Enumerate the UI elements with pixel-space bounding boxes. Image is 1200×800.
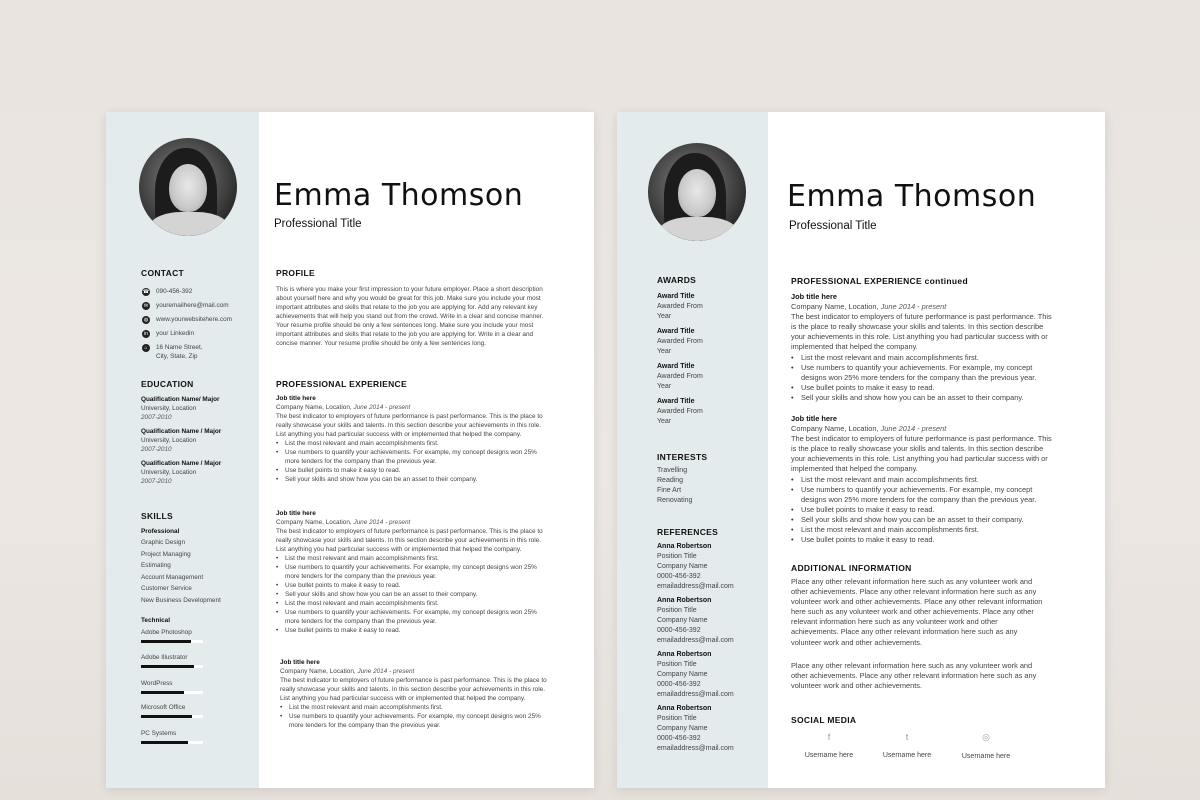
social-item-instagram[interactable]: ◎ Username here <box>946 732 1026 763</box>
technical-label: Technical <box>141 617 171 624</box>
sidebar <box>106 112 259 788</box>
home-icon: ⌂ <box>142 344 150 352</box>
award-item: Award Title Awarded From Year <box>657 398 703 425</box>
skill-bar <box>141 665 203 668</box>
contact-address: ⌂ 16 Name Street, City, State, Zip <box>142 343 203 361</box>
skill-name: PC Systems <box>141 730 177 737</box>
skill-name: Microsoft Office <box>141 704 186 711</box>
skills-heading: SKILLS <box>141 511 174 521</box>
skill-name: Adobe Illustrator <box>141 654 188 661</box>
skill-bar <box>141 715 203 718</box>
social-item-facebook[interactable]: f Username here <box>789 732 869 762</box>
education-item: Qualification Name / Major University, Location 2007-2010 <box>141 428 222 453</box>
contact-email: ✉ youremailhere@mail.com <box>143 302 229 309</box>
skill-bar <box>141 640 203 643</box>
education-list <box>141 395 256 486</box>
additional-info-heading: ADDITIONAL INFORMATION <box>791 563 912 573</box>
experience-heading: PROFESSIONAL EXPERIENCE <box>276 379 407 389</box>
professional-title: Professional Title <box>274 218 362 230</box>
email-icon: ✉ <box>143 303 149 309</box>
reference-item: Anna Robertson Position Title Company Name 0000-456-392 emailaddress@mail.com <box>657 597 734 644</box>
skill-bar <box>141 741 203 744</box>
profile-photo <box>139 138 237 236</box>
contact-phone: ☎ 090-456-392 <box>142 288 193 295</box>
professional-title: Professional Title <box>789 220 877 232</box>
professional-skills: Professional Graphic Design Project Managing Estimating Account Management Customer Service New Business Development <box>141 528 221 604</box>
education-heading: EDUCATION <box>141 379 194 389</box>
candidate-name: Emma Thomson <box>274 178 524 213</box>
tumblr-icon: t <box>905 732 909 742</box>
profile-photo <box>648 143 746 241</box>
social-item-tumblr[interactable]: t Username here <box>867 732 947 762</box>
award-item: Award Title Awarded From Year <box>657 363 703 390</box>
facebook-icon: f <box>827 732 831 742</box>
contact-website: ◍ www.yourwebsitehere.com <box>143 316 233 323</box>
skill-bar <box>141 691 203 694</box>
social-media-heading: SOCIAL MEDIA <box>791 715 857 725</box>
main-content <box>768 112 1105 788</box>
experience-continued-heading: PROFESSIONAL EXPERIENCE continued <box>791 276 968 286</box>
job-entry: Job title here Company Name, Location, June 2014 - present The best indicator to employers of future performance is past performance. This is the place to really showcase your skills and talents. In this section describe your achievements in this role. List anything you had particular success with or implemented that helped the company. • List the most relevant and main accomplishments first. • Use numbers to quantify your achievements. For example, my concept designs won 25% more tenders for the company than the previous year. • Use bullet points to make it easy to read. • Sell your skills and show how you can be an asset to their company. <box>276 394 551 484</box>
awards-list <box>657 292 762 427</box>
education-item: Qualification Name / Major University, Location 2007-2010 <box>141 460 222 485</box>
reference-item: Anna Robertson Position Title Company Name 0000-456-392 emailaddress@mail.com <box>657 543 734 590</box>
linkedin-icon: in <box>142 330 150 338</box>
skill-name: Adobe Photoshop <box>141 629 192 636</box>
skill-name: WordPress <box>141 680 173 687</box>
education-item: Qualification Name/ Major University, Location 2007-2010 <box>141 396 220 421</box>
awards-heading: AWARDS <box>657 275 697 285</box>
interests-list: Travelling Reading Fine Art Renovating <box>657 467 693 504</box>
resume-page-1 <box>106 112 594 788</box>
additional-info-text-1: Place any other relevant information here such as any volunteer work and other achievements. Place any other relevant information here such as any volunteer work and other achievements. Place any other relevant information here such as any volunteer work and other achievements. Place any other relevant information here such as any volunteer work and other achievements. Place any other relevant information here such as any volunteer work and other achievements. <box>791 577 1043 647</box>
globe-icon: ◍ <box>143 317 149 323</box>
sidebar <box>617 112 768 788</box>
job-entry: Job title here Company Name, Location, June 2014 - present The best indicator to employers of future performance is past performance. This is the place to really showcase your skills and talents. In this section describe your achievements in this role. List anything you had particular success with or implemented that helped the company. • List the most relevant and main accomplishments first. • Use numbers to quantify your achievements. For example, my concept designs won 25% more tenders for the company than the previous year. • Use bullet points to make it easy to read. • Sell your skills and show how you can be an asset to their company. <box>791 292 1059 403</box>
instagram-icon: ◎ <box>982 732 990 742</box>
additional-info-text-2: Place any other relevant information here such as any volunteer work and other achievements. Place any other relevant information here such as any volunteer work and other achievements. <box>791 661 1037 691</box>
main-content <box>259 112 594 788</box>
contact-heading: CONTACT <box>141 268 185 278</box>
award-item: Award Title Awarded From Year <box>657 293 703 320</box>
candidate-name: Emma Thomson <box>787 179 1037 214</box>
reference-item: Anna Robertson Position Title Company Name 0000-456-392 emailaddress@mail.com <box>657 705 734 752</box>
interests-heading: INTERESTS <box>657 452 708 462</box>
profile-heading: PROFILE <box>276 268 315 278</box>
reference-item: Anna Robertson Position Title Company Name 0000-456-392 emailaddress@mail.com <box>657 651 734 698</box>
references-heading: REFERENCES <box>657 527 719 537</box>
phone-icon: ☎ <box>142 289 150 295</box>
references-list <box>657 542 767 754</box>
contact-linkedin: in your Linkedin <box>142 329 194 338</box>
job-entry: Job title here Company Name, Location, June 2014 - present The best indicator to employers of future performance is past performance. This is the place to really showcase your skills and talents. In this section describe your achievements in this role. List anything you had particular success with or implemented that helped the company. • List the most relevant and main accomplishments first. • Use numbers to quantify your achievements. For example, my concept designs won 25% more tenders for the company than the previous year. • Use bullet points to make it easy to read. • Sell your skills and show how you can be an asset to their company. • List the most relevant and main accomplishments first. • Use bullet points to make it easy to read. <box>791 414 1059 545</box>
profile-text: This is where you make your first impression to your future employer. Place a short description about yourself here and why you would be great for this job. Make sure you include your most important attributes and skills that relate to the job you are applying for. Add any relevant key achievements that will help you stand out from the crowd. Write in a clear and concise manner. Your resume profile should be only a few sentences long. Make sure you include your most important attributes and skills that relate to the job you are applying for. Write in a clear and concise manner. Your resume profile should be only a few sentences long. <box>276 286 544 347</box>
job-entry: Job title here Company Name, Location, June 2014 - present The best indicator to employers of future performance is past performance. This is the place to really showcase your skills and talents. In this section describe your achievements in this role. List anything you had particular success with or implemented that helped the company. • List the most relevant and main accomplishments first. • Use numbers to quantify your achievements. For example, my concept designs won 25% more tenders for the company than the previous year. <box>280 658 555 730</box>
award-item: Award Title Awarded From Year <box>657 328 703 355</box>
resume-page-2 <box>617 112 1105 788</box>
job-entry: Job title here Company Name, Location, June 2014 - present The best indicator to employers of future performance is past performance. This is the place to really showcase your skills and talents. In this section describe your achievements in this role. List anything you had particular success with or implemented that helped the company. • List the most relevant and main accomplishments first. • Use numbers to quantify your achievements. For example, my concept designs won 25% more tenders for the company than the previous year. • Use bullet points to make it easy to read. • Sell your skills and show how you can be an asset to their company. • List the most relevant and main accomplishments first. • Use numbers to quantify your achievements. For example, my concept designs won 25% more tenders for the company than the previous year. • Use bullet points to make it easy to read. <box>276 509 551 635</box>
